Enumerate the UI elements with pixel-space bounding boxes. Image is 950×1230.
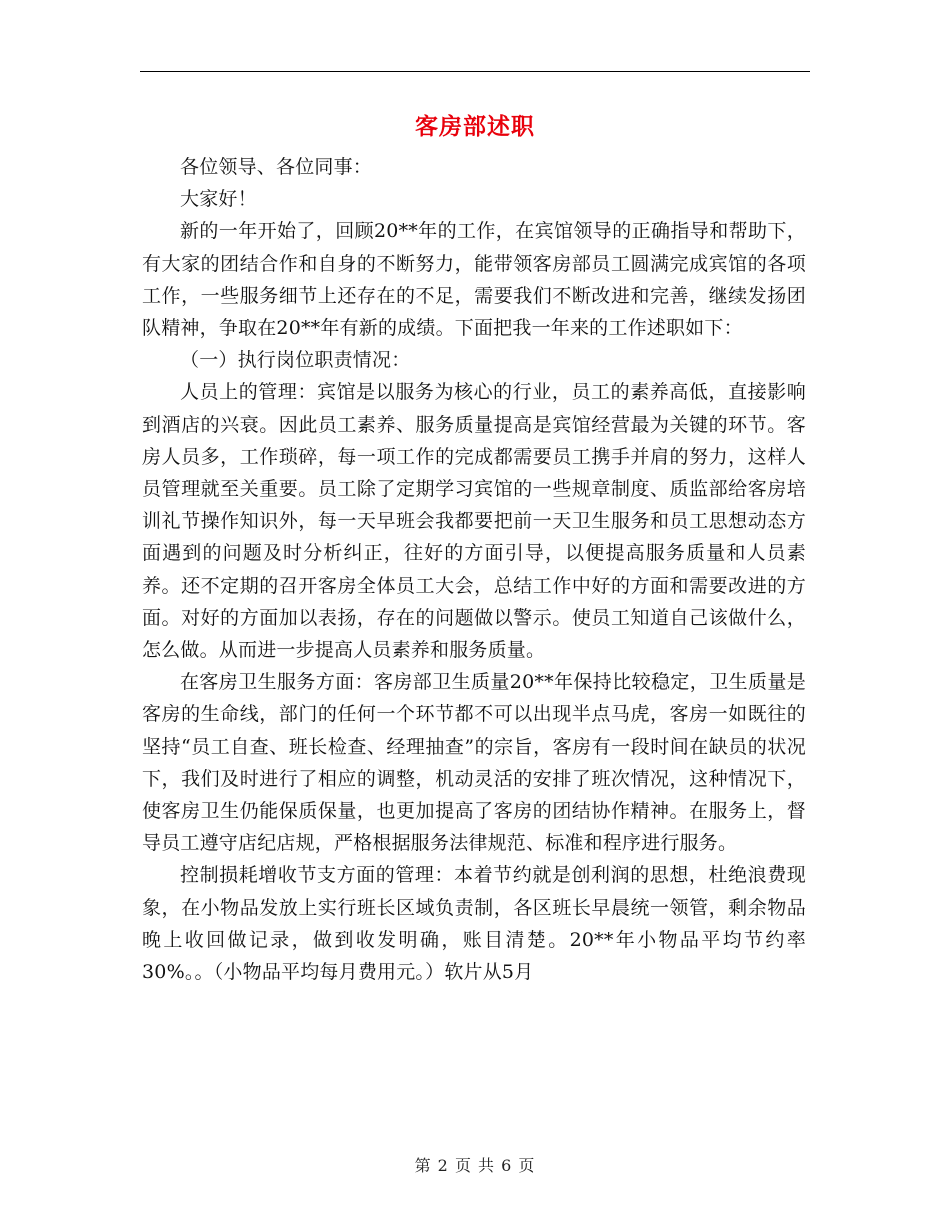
salutation: 各位领导、各位同事： (180, 156, 373, 178)
section-heading: （一）执行岗位职责情况： (180, 349, 411, 372)
document-title: 客房部述职 (415, 113, 535, 140)
document-body (142, 151, 806, 988)
body-paragraph-staff-management: 人员上的管理：宾馆是以服务为核心的行业，员工的素养高低，直接影响到酒店的兴衰。因此员工素养、服务质量提高是宾馆经营最为关键的环节。客房人员多，工作琐碎，每一项工作的完成都需要员工携手并肩的努力，这样人员管理就至关重要。员工除了定期学习宾馆的一些规章制度、质监部给客房培训礼节操作知识外，每一天早班会我都要把前一天卫生服务和员工思想动态方面遇到的问题及时分析纠正，往好的方面引导，以便提高服务质量和人员素养。还不定期的召开客房全体员工大会，总结工作中好的方面和需要改进的方面。对好的方面加以表扬，存在的问题做以警示。使员工知道自己该做什么，怎么做。从而进一步提高人员素养和服务质量。 (142, 381, 806, 662)
body-paragraph-hygiene-service: 在客房卫生服务方面：客房部卫生质量20**年保持比较稳定，卫生质量是客房的生命线，部门的任何一个环节都不可以出现半点马虎，客房一如既往的坚持“员工自查、班长检查、经理抽查”的宗旨，客房有一段时间在缺员的状况下，我们及时进行了相应的调整，机动灵活的安排了班次情况，这种情况下，使客房卫生仍能保质保量，也更加提高了客房的团结协作精神。在服务上，督导员工遵守店纪店规，严格根据服务法律规范、标准和程序进行服务。 (142, 671, 806, 855)
body-paragraph-intro: 新的一年开始了，回顾20**年的工作，在宾馆领导的正确指导和帮助下，有大家的团结合作和自身的不断努力，能带领客房部员工圆满完成宾馆的各项工作，一些服务细节上还存在的不足，需要我们不断改进和完善，继续发扬团队精神，争取在20**年有新的成绩。下面把我一年来的工作述职如下： (142, 220, 806, 340)
body-paragraph-cost-control: 控制损耗增收节支方面的管理：本着节约就是创利润的思想，杜绝浪费现象，在小物品发放上实行班长区域负责制，各区班长早晨统一领管，剩余物品晚上收回做记录，做到收发明确，账目清楚。20**年小物品平均节约率30%。。（小物品平均每月费用元。）软片从5月 (142, 864, 806, 984)
page-number: 第 2 页 共 6 页 (414, 1156, 536, 1175)
greeting: 大家好！ (180, 188, 257, 211)
header-rule (140, 71, 810, 72)
